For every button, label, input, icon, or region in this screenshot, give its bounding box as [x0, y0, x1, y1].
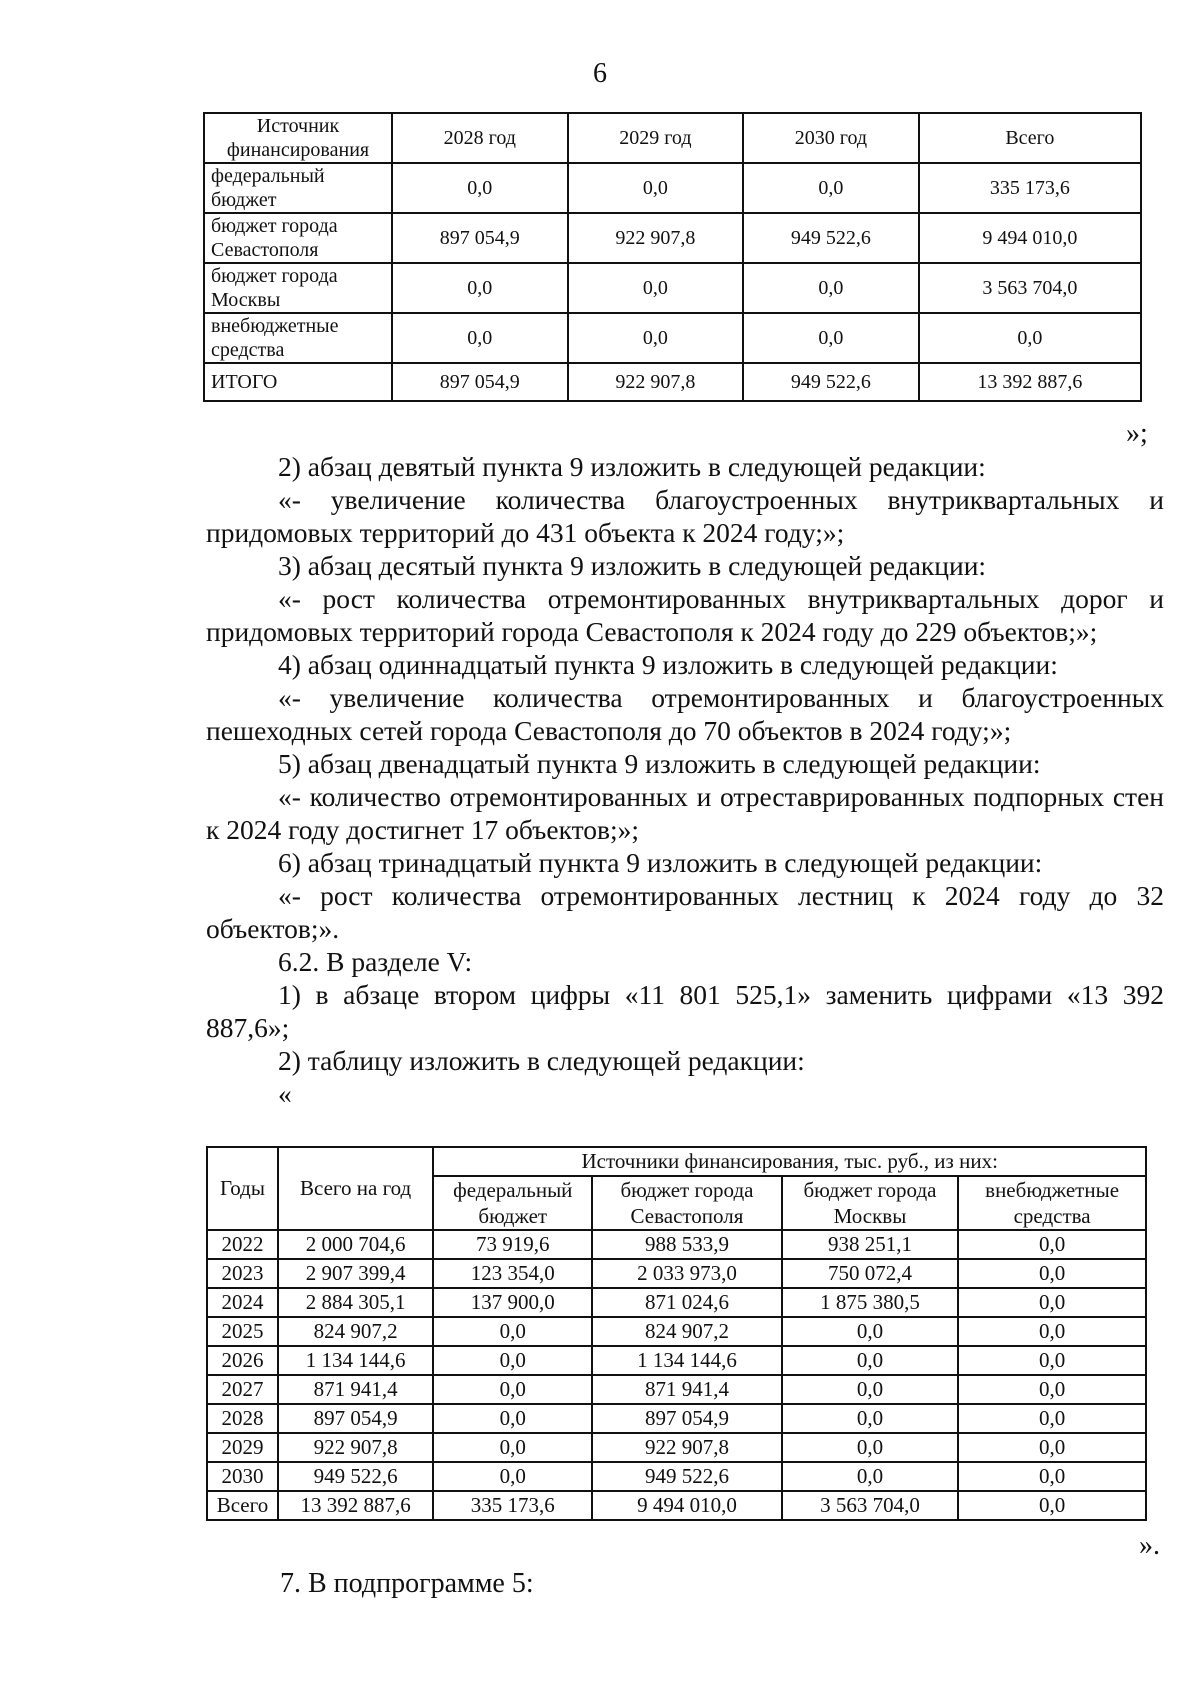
cell: 2027: [207, 1375, 278, 1404]
page-number: 6: [593, 58, 607, 89]
cell: 0,0: [958, 1375, 1146, 1404]
section-heading: 7. В подпрограмме 5:: [280, 1568, 534, 1599]
cell: 2028: [207, 1404, 278, 1433]
cell: 949 522,6: [743, 213, 919, 263]
table-header-row: [204, 113, 1141, 163]
table-row: [207, 1491, 1146, 1520]
cell: 2025: [207, 1317, 278, 1346]
cell: 0,0: [958, 1491, 1146, 1520]
cell: 3 563 704,0: [919, 263, 1141, 313]
header-extrabudgetary: внебюджетные средства: [958, 1176, 1146, 1230]
cell: 2030: [207, 1462, 278, 1491]
paragraph: 6) абзац тринадцатый пункта 9 изложить в следующей редакции:: [278, 847, 1043, 878]
cell: 0,0: [782, 1346, 958, 1375]
paragraph: «- рост количества отремонтированных внутриквартальных дорог и придомовых территорий города Севастополя к 2024 году до 229 объектов;»;: [206, 583, 1164, 647]
cell: 0,0: [782, 1462, 958, 1491]
funding-by-year-table: [206, 1146, 1147, 1521]
header-2030: 2030 год: [743, 113, 919, 163]
paragraph: 5) абзац двенадцатый пункта 9 изложить в следующей редакции:: [278, 748, 1041, 779]
cell: 2 000 704,6: [278, 1230, 433, 1259]
cell: 0,0: [568, 163, 744, 213]
table-total-row: [204, 363, 1141, 401]
cell: 137 900,0: [433, 1288, 592, 1317]
table-row: [207, 1375, 1146, 1404]
closing-quote: »;: [1126, 418, 1148, 449]
cell: 1 134 144,6: [592, 1346, 782, 1375]
cell: 0,0: [782, 1375, 958, 1404]
cell: 0,0: [433, 1346, 592, 1375]
cell: 897 054,9: [592, 1404, 782, 1433]
cell: 13 392 887,6: [919, 363, 1141, 401]
cell: 0,0: [743, 263, 919, 313]
document-body: [206, 450, 1164, 1110]
paragraph: «- увеличение количества отремонтированных и благоустроенных пешеходных сетей города Севастополя до 70 объектов в 2024 году;»;: [206, 682, 1164, 746]
cell: 9 494 010,0: [592, 1491, 782, 1520]
table-row: [207, 1317, 1146, 1346]
cell: 871 024,6: [592, 1288, 782, 1317]
cell: 0,0: [743, 163, 919, 213]
cell: 2029: [207, 1433, 278, 1462]
cell: 0,0: [568, 263, 744, 313]
header-federal-budget: федеральный бюджет: [433, 1176, 592, 1230]
cell: 0,0: [433, 1433, 592, 1462]
cell: 824 907,2: [278, 1317, 433, 1346]
cell: 0,0: [919, 313, 1141, 363]
table-row: [207, 1230, 1146, 1259]
paragraph: «- увеличение количества благоустроенных внутриквартальных и придомовых территорий до 431 объекта к 2024 году;»;: [206, 484, 1164, 548]
table-row: [207, 1433, 1146, 1462]
cell: 0,0: [392, 263, 568, 313]
header-2028: 2028 год: [392, 113, 568, 163]
cell: 73 919,6: [433, 1230, 592, 1259]
opening-quote: «: [278, 1078, 292, 1109]
cell: 0,0: [958, 1346, 1146, 1375]
table-row: [207, 1462, 1146, 1491]
row-source: бюджет города Севастополя: [204, 213, 392, 263]
cell: 949 522,6: [592, 1462, 782, 1491]
cell: 897 054,9: [392, 213, 568, 263]
cell: 2 033 973,0: [592, 1259, 782, 1288]
paragraph: 2) таблицу изложить в следующей редакции:: [278, 1045, 805, 1076]
cell: 1 134 144,6: [278, 1346, 433, 1375]
table-row: [207, 1346, 1146, 1375]
header-total-per-year: Всего на год: [278, 1147, 433, 1230]
cell: 2024: [207, 1288, 278, 1317]
paragraph: 3) абзац десятый пункта 9 изложить в следующей редакции:: [278, 550, 987, 581]
cell: 897 054,9: [392, 363, 568, 401]
paragraph: «- рост количества отремонтированных лестниц к 2024 году до 32 объектов;».: [206, 880, 1164, 944]
cell: 871 941,4: [278, 1375, 433, 1404]
table-row: [207, 1404, 1146, 1433]
table-body: [207, 1230, 1146, 1520]
cell: 949 522,6: [743, 363, 919, 401]
table-row: [204, 313, 1141, 363]
paragraph: 1) в абзаце втором цифры «11 801 525,1» заменить цифрами «13 392 887,6»;: [206, 979, 1164, 1043]
paragraph: 4) абзац одиннадцатый пункта 9 изложить в следующей редакции:: [278, 649, 1058, 680]
row-source: бюджет города Москвы: [204, 263, 392, 313]
paragraph: «- количество отремонтированных и отреставрированных подпорных стен к 2024 году достигнет 17 объектов;»;: [206, 781, 1164, 845]
table-row: [204, 163, 1141, 213]
cell: 0,0: [392, 163, 568, 213]
cell: 2 884 305,1: [278, 1288, 433, 1317]
cell: 335 173,6: [433, 1491, 592, 1520]
header-sevastopol-budget: бюджет города Севастополя: [592, 1176, 782, 1230]
cell: 938 251,1: [782, 1230, 958, 1259]
cell: 922 907,8: [568, 363, 744, 401]
cell: 1 875 380,5: [782, 1288, 958, 1317]
cell: 123 354,0: [433, 1259, 592, 1288]
header-total: Всего: [919, 113, 1141, 163]
cell: 0,0: [743, 313, 919, 363]
cell: 2026: [207, 1346, 278, 1375]
paragraph: 6.2. В разделе V:: [278, 946, 473, 977]
cell: 0,0: [958, 1288, 1146, 1317]
cell: 2022: [207, 1230, 278, 1259]
cell: 922 907,8: [592, 1433, 782, 1462]
cell: 0,0: [782, 1404, 958, 1433]
cell: 0,0: [392, 313, 568, 363]
row-source: ИТОГО: [204, 363, 392, 401]
row-source: внебюджетные средства: [204, 313, 392, 363]
cell: 0,0: [958, 1462, 1146, 1491]
closing-quote: ».: [1139, 1530, 1160, 1561]
table-header-row: [207, 1147, 1146, 1176]
paragraph: 2) абзац девятый пункта 9 изложить в следующей редакции:: [278, 451, 986, 482]
cell: 335 173,6: [919, 163, 1141, 213]
cell: 2 907 399,4: [278, 1259, 433, 1288]
cell: 0,0: [433, 1375, 592, 1404]
cell: 922 907,8: [278, 1433, 433, 1462]
cell: 0,0: [433, 1462, 592, 1491]
cell: 0,0: [568, 313, 744, 363]
table-row: [204, 213, 1141, 263]
cell: 0,0: [433, 1404, 592, 1433]
cell: 922 907,8: [568, 213, 744, 263]
cell: 0,0: [958, 1230, 1146, 1259]
cell: Всего: [207, 1491, 278, 1520]
cell: 988 533,9: [592, 1230, 782, 1259]
cell: 13 392 887,6: [278, 1491, 433, 1520]
cell: 0,0: [782, 1317, 958, 1346]
table-row: [207, 1288, 1146, 1317]
table-row: [204, 263, 1141, 313]
funding-table-2028-2030: [203, 112, 1142, 402]
cell: 949 522,6: [278, 1462, 433, 1491]
header-2029: 2029 год: [568, 113, 744, 163]
cell: 2023: [207, 1259, 278, 1288]
cell: 0,0: [958, 1433, 1146, 1462]
cell: 871 941,4: [592, 1375, 782, 1404]
cell: 9 494 010,0: [919, 213, 1141, 263]
cell: 0,0: [433, 1317, 592, 1346]
table-row: [207, 1259, 1146, 1288]
cell: 0,0: [782, 1433, 958, 1462]
cell: 750 072,4: [782, 1259, 958, 1288]
cell: 3 563 704,0: [782, 1491, 958, 1520]
cell: 0,0: [958, 1317, 1146, 1346]
cell: 0,0: [958, 1259, 1146, 1288]
header-funding-sources: Источники финансирования, тыс. руб., из них:: [433, 1147, 1146, 1176]
header-source: Источник финансирования: [204, 113, 392, 163]
cell: 0,0: [958, 1404, 1146, 1433]
row-source: федеральный бюджет: [204, 163, 392, 213]
cell: 824 907,2: [592, 1317, 782, 1346]
header-moscow-budget: бюджет города Москвы: [782, 1176, 958, 1230]
cell: 897 054,9: [278, 1404, 433, 1433]
header-years: Годы: [207, 1147, 278, 1230]
